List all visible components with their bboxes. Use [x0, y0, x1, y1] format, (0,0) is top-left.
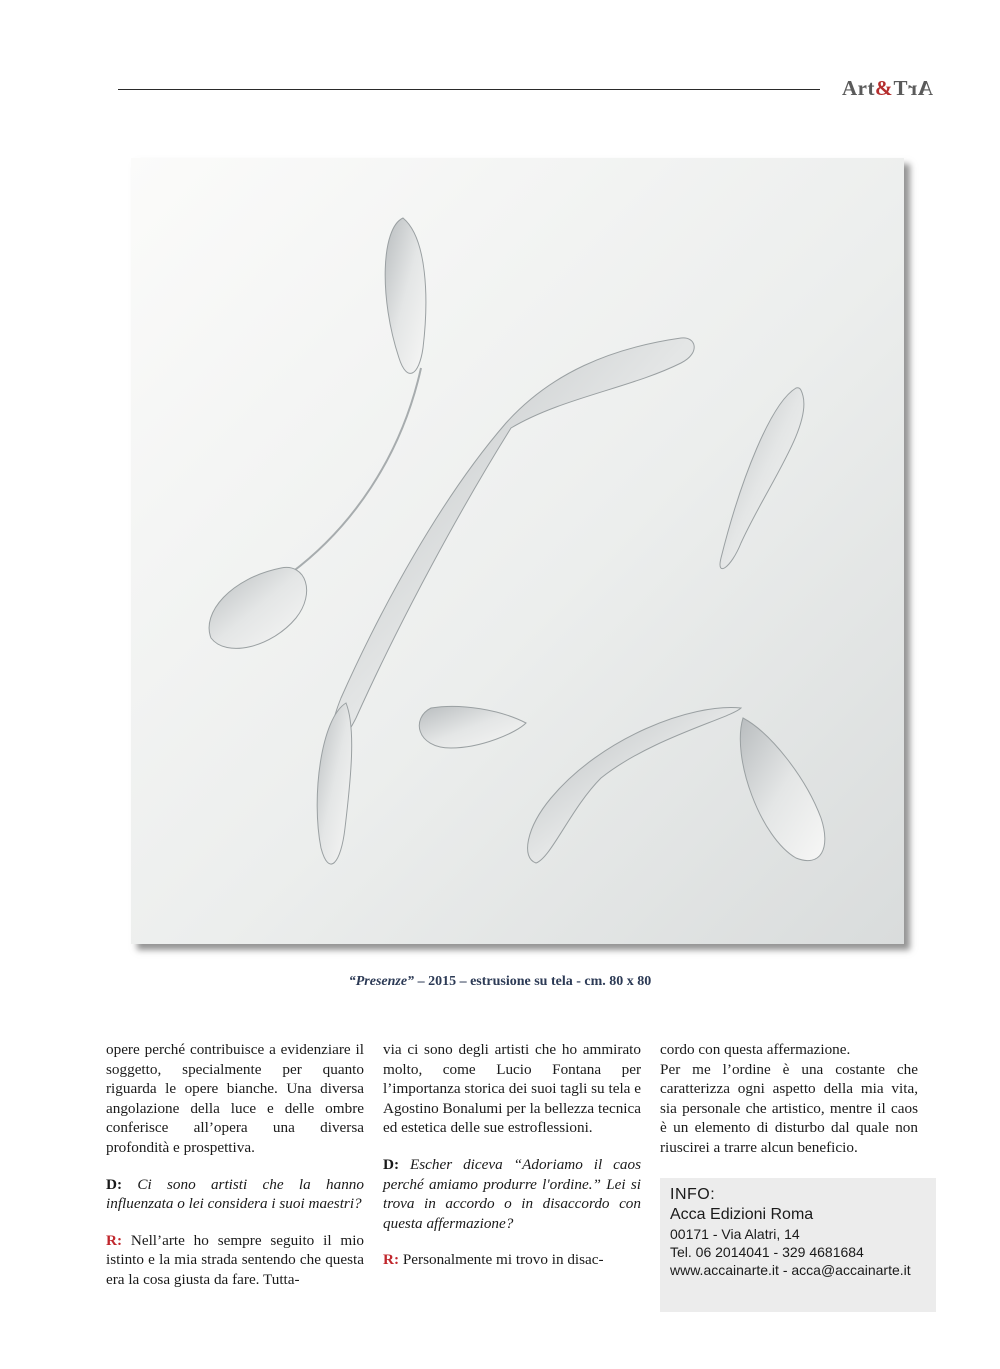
- info-address: 00171 - Via Alatri, 14: [670, 1226, 800, 1242]
- caption-title: “Presenze”: [348, 974, 415, 989]
- artwork-caption: [0, 974, 1000, 990]
- answer: R: Nell’arte ho sempre seguito il mio istinto e la mia strada sentendo che questa era la cosa giusta da fare. Tutta-: [106, 1231, 365, 1288]
- info-web[interactable]: www.accainarte.it - acca@accainarte.it: [670, 1262, 911, 1278]
- caption-details: – 2015 – estrusione su tela - cm. 80 x 80: [414, 974, 652, 989]
- paragraph: Per me l’ordine è una costante che caratterizza ogni aspetto della mia vita, sia personale che artistico, mentre il caos è un elemento di disturbo dal quale non riuscirei a trarre alcun beneficio.: [660, 1060, 918, 1156]
- paragraph: cordo con questa affermazione.: [660, 1041, 851, 1058]
- info-phone: Tel. 06 2014041 - 329 4681684: [670, 1244, 864, 1260]
- info-heading: INFO:: [670, 1186, 716, 1203]
- white-relief-canvas-icon: [131, 158, 904, 944]
- paragraph: opere perché contribuisce a evidenziare il soggetto, specialmente per quanto riguarda le opere bianche. Una diversa angolazione della luce e delle ombre conferisce all’opera una diversa profondità e prospettiva.: [106, 1041, 364, 1156]
- artwork-photo: [131, 158, 904, 944]
- text-column-2: [383, 1040, 641, 1270]
- text-column-3: [660, 1040, 918, 1158]
- info-box: [660, 1178, 936, 1312]
- text-column-1: [106, 1040, 364, 1290]
- answer: R: Personalmente mi trovo in disac-: [383, 1251, 604, 1269]
- question: D: Escher diceva “Adoriamo il caos perché amiamo produrre l'ordine.” Lei si trova in accordo o in disaccordo con questa affermazione?: [383, 1155, 641, 1232]
- header-rule: [118, 89, 820, 90]
- question: D: Ci sono artisti che la hanno influenzata o lei considera i suoi maestri?: [106, 1175, 364, 1213]
- info-publisher: Acca Edizioni Roma: [670, 1206, 814, 1223]
- paragraph: via ci sono degli artisti che ho ammirato molto, come Lucio Fontana per l’importanza storica dei suoi tagli su tela e Agostino Bonalumi per la bellezza tecnica ed estetica delle sue estroflessioni.: [383, 1041, 641, 1137]
- magazine-logo: Art&ArT: [842, 76, 933, 100]
